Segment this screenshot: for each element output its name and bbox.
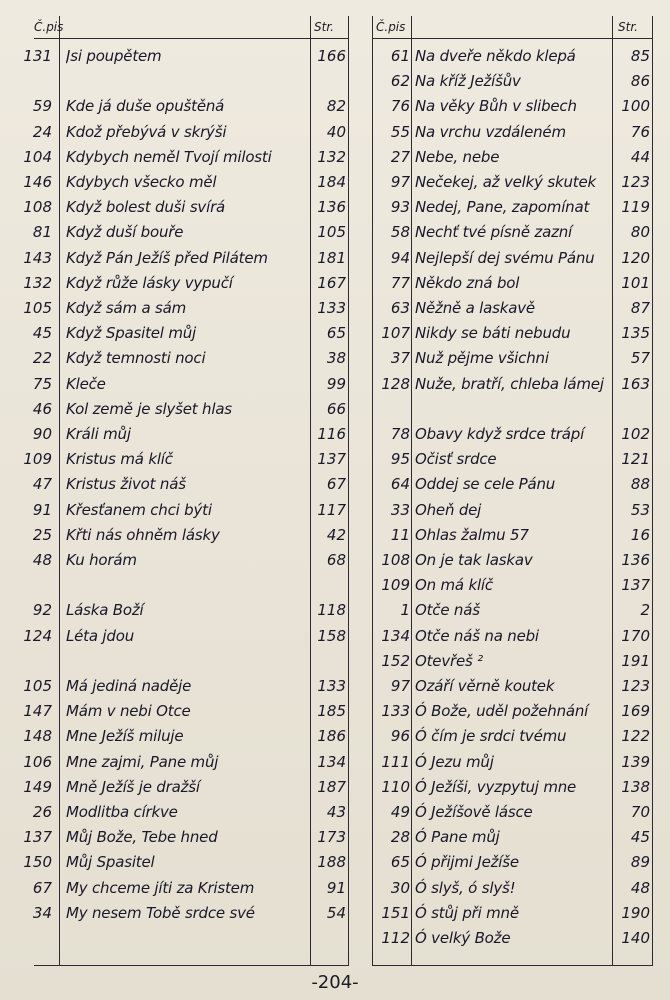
song-title: Když Spasitel můj <box>66 324 197 343</box>
song-title: Oddej se cele Pánu <box>415 475 556 494</box>
song-title: Ó slyš, ó slyš! <box>415 878 516 897</box>
page-ref: 105 <box>317 223 346 242</box>
page-ref: 2 <box>640 601 650 620</box>
song-number: 67 <box>32 878 52 897</box>
page-ref: 120 <box>621 248 650 267</box>
page-number: -204- <box>311 972 359 993</box>
song-number: 27 <box>390 147 410 166</box>
right-index-row <box>0 247 670 269</box>
song-title: Láska Boží <box>66 601 144 620</box>
right-header-rule <box>372 38 652 39</box>
song-number: 95 <box>390 450 410 469</box>
song-title: Otevřeš ² <box>415 651 483 670</box>
song-title: Ó přijmi Ježíše <box>415 853 519 872</box>
song-title: Když růže lásky vypučí <box>66 273 233 292</box>
song-number: 105 <box>23 299 52 317</box>
song-number: 108 <box>381 551 410 569</box>
page-ref: 100 <box>621 97 650 116</box>
song-title: Na vrchu vzdáleném <box>415 122 566 141</box>
song-number: 65 <box>390 853 410 872</box>
right-index-row <box>0 524 670 546</box>
song-number: 76 <box>390 97 410 116</box>
song-number: 96 <box>390 727 410 746</box>
song-number: 64 <box>390 475 410 494</box>
song-title: Králi můj <box>66 425 131 443</box>
song-number: 97 <box>390 677 410 695</box>
right-index-row <box>0 448 670 470</box>
page-ref: 40 <box>326 122 346 141</box>
song-title: Nečekej, až velký skutek <box>415 173 596 191</box>
song-title: Nechť tvé písně zazní <box>415 223 573 242</box>
page-ref: 117 <box>317 500 346 519</box>
page-ref: 43 <box>326 803 346 821</box>
song-number: 81 <box>32 223 52 242</box>
song-title: Nuž pějme všichni <box>415 349 549 368</box>
song-number: 131 <box>23 47 52 65</box>
right-index-row <box>0 851 670 873</box>
page-ref: 89 <box>630 853 650 872</box>
song-number: 90 <box>32 425 52 443</box>
song-number: 97 <box>390 173 410 191</box>
song-number: 134 <box>381 626 410 645</box>
page-ref: 80 <box>630 223 650 242</box>
song-number: 63 <box>390 299 410 317</box>
page-ref: 181 <box>317 248 346 267</box>
song-title: Ó Bože, uděl požehnání <box>415 702 589 721</box>
song-number: 108 <box>23 198 52 217</box>
song-title: Kristus má klíč <box>66 450 173 469</box>
page-ref: 139 <box>621 752 650 771</box>
song-title: Když temnosti noci <box>66 349 206 368</box>
song-title: Modlitba církve <box>66 803 178 821</box>
song-title: Léta jdou <box>66 626 134 645</box>
song-title: Ó Pane můj <box>415 828 500 847</box>
right-index-row <box>0 297 670 319</box>
page-ref: 87 <box>630 299 650 317</box>
page-ref: 186 <box>317 727 346 746</box>
song-number: 45 <box>32 324 52 343</box>
song-title: Jsi poupětem <box>66 47 162 65</box>
right-index-row <box>0 45 670 67</box>
song-title: Křesťanem chci býti <box>66 500 212 519</box>
song-number: 24 <box>32 122 52 141</box>
song-number: 25 <box>32 525 52 544</box>
song-number: 111 <box>381 752 410 771</box>
page-ref: 66 <box>326 399 346 418</box>
song-title: Nikdy se báti nebudu <box>415 324 571 343</box>
song-number: 55 <box>390 122 410 141</box>
page-ref: 82 <box>326 97 346 116</box>
song-title: My chceme jíti za Kristem <box>66 878 255 897</box>
page-ref: 136 <box>621 551 650 569</box>
song-title: Ó čím je srdci tvému <box>415 727 567 746</box>
song-number: 128 <box>381 374 410 393</box>
page-ref: 121 <box>621 450 650 469</box>
song-number: 107 <box>381 324 410 343</box>
page-ref: 158 <box>317 626 346 645</box>
right-index-row <box>0 171 670 193</box>
right-index-row <box>0 423 670 445</box>
song-title: Mne Ježíš miluje <box>66 727 184 746</box>
song-title: Když sám a sám <box>66 299 187 317</box>
song-number: 104 <box>23 147 52 166</box>
song-title: Můj Spasitel <box>66 853 155 872</box>
song-title: Ó Ježíši, vyzpytuj mne <box>415 777 577 796</box>
right-index-row <box>0 877 670 899</box>
song-number: 110 <box>381 777 410 796</box>
song-number: 132 <box>23 273 52 292</box>
song-title: Mně Ježíš je dražší <box>66 777 200 796</box>
right-index-row <box>0 801 670 823</box>
song-title: Když bolest duši svírá <box>66 198 226 217</box>
page-ref: 38 <box>326 349 346 368</box>
left-header-rule <box>34 38 348 39</box>
page-ref: 85 <box>630 47 650 65</box>
right-index-row <box>0 121 670 143</box>
song-title: Na věky Bůh v slibech <box>415 97 577 116</box>
song-number: 93 <box>390 198 410 217</box>
right-header-num: Č.pis <box>376 20 406 34</box>
song-number: 61 <box>390 47 410 65</box>
page-ref: 53 <box>630 500 650 519</box>
song-title: Kdybych neměl Tvojí milosti <box>66 147 272 166</box>
right-index-row <box>0 221 670 243</box>
left-bottom-rule <box>34 965 348 966</box>
right-index-row <box>0 725 670 747</box>
right-index-row <box>0 373 670 395</box>
page-ref: 137 <box>621 576 650 595</box>
song-title: Ó Jezu můj <box>415 752 494 771</box>
right-index-row <box>0 902 670 924</box>
song-title: Nuže, bratří, chleba lámej <box>415 374 604 393</box>
right-index-row <box>0 347 670 369</box>
page-ref: 102 <box>621 425 650 443</box>
right-index-row <box>0 927 670 949</box>
right-index-row <box>0 625 670 647</box>
page-ref: 132 <box>317 147 346 166</box>
song-number: 30 <box>390 878 410 897</box>
song-number: 46 <box>32 399 52 418</box>
song-title: Křti nás ohněm lásky <box>66 525 220 544</box>
song-number: 148 <box>23 727 52 746</box>
page-ref: 167 <box>317 273 346 292</box>
page-ref: 190 <box>621 903 650 922</box>
song-number: 147 <box>23 702 52 721</box>
page-ref: 116 <box>317 425 346 443</box>
page-ref: 57 <box>630 349 650 368</box>
song-title: Kristus život náš <box>66 475 186 494</box>
page-ref: 91 <box>326 878 346 897</box>
right-index-row <box>0 650 670 672</box>
page-ref: 99 <box>326 374 346 393</box>
song-number: 75 <box>32 374 52 393</box>
page-ref: 88 <box>630 475 650 494</box>
song-title: Nedej, Pane, zapomínat <box>415 198 590 217</box>
song-title: Ó velký Bože <box>415 929 511 947</box>
page-ref: 134 <box>317 752 346 771</box>
song-title: Když duší bouře <box>66 223 184 242</box>
right-index-row <box>0 473 670 495</box>
song-number: 109 <box>23 450 52 469</box>
right-index-row <box>0 751 670 773</box>
song-number: 91 <box>32 500 52 519</box>
song-number: 77 <box>390 273 410 292</box>
page-ref: 133 <box>317 299 346 317</box>
page-ref: 68 <box>326 551 346 569</box>
song-title: Obavy když srdce trápí <box>415 425 585 443</box>
song-title: Mne zajmi, Pane můj <box>66 752 219 771</box>
song-number: 33 <box>390 500 410 519</box>
page-ref: 133 <box>317 677 346 695</box>
song-title: Nebe, nebe <box>415 147 500 166</box>
page-ref: 122 <box>621 727 650 746</box>
right-index-row <box>0 272 670 294</box>
right-index-row <box>0 700 670 722</box>
right-index-row <box>0 322 670 344</box>
song-title: Ku horám <box>66 551 137 569</box>
right-index-row <box>0 70 670 92</box>
page-ref: 70 <box>630 803 650 821</box>
song-title: Když Pán Ježíš před Pilátem <box>66 248 268 267</box>
page-ref: 67 <box>326 475 346 494</box>
left-header-num: Č.pis <box>34 20 64 34</box>
song-title: Kdož přebývá v skrýši <box>66 122 227 141</box>
right-index-row <box>0 574 670 596</box>
right-index-row <box>0 499 670 521</box>
page-ref: 123 <box>621 677 650 695</box>
page-ref: 42 <box>326 525 346 544</box>
song-number: 146 <box>23 173 52 191</box>
song-number: 105 <box>23 677 52 695</box>
song-number: 94 <box>390 248 410 267</box>
song-number: 137 <box>23 828 52 847</box>
song-title: Ozáří věrně koutek <box>415 677 555 695</box>
song-number: 47 <box>32 475 52 494</box>
song-number: 1 <box>400 601 410 620</box>
song-number: 49 <box>390 803 410 821</box>
song-number: 58 <box>390 223 410 242</box>
song-title: On je tak laskav <box>415 551 533 569</box>
right-index-row <box>0 675 670 697</box>
song-title: Otče náš <box>415 601 480 620</box>
song-title: Ó stůj při mně <box>415 903 519 922</box>
song-number: 34 <box>32 903 52 922</box>
song-title: Ó Ježíšově lásce <box>415 803 533 821</box>
page-ref: 45 <box>630 828 650 847</box>
page-ref: 170 <box>621 626 650 645</box>
page-ref: 118 <box>317 601 346 620</box>
song-number: 78 <box>390 425 410 443</box>
song-number: 48 <box>32 551 52 569</box>
page-ref: 140 <box>621 929 650 947</box>
song-number: 92 <box>32 601 52 620</box>
left-header-page: Str. <box>314 20 334 34</box>
page-ref: 173 <box>317 828 346 847</box>
left-index-row <box>0 398 670 420</box>
page-ref: 101 <box>621 273 650 292</box>
right-index-row <box>0 776 670 798</box>
song-number: 112 <box>381 929 410 947</box>
page-ref: 184 <box>317 173 346 191</box>
song-number: 22 <box>32 349 52 368</box>
song-number: 151 <box>381 903 410 922</box>
page-ref: 48 <box>630 878 650 897</box>
song-number: 106 <box>23 752 52 771</box>
page-ref: 86 <box>630 72 650 91</box>
song-number: 152 <box>381 651 410 670</box>
song-number: 149 <box>23 777 52 796</box>
right-index-row <box>0 549 670 571</box>
right-index-row <box>0 196 670 218</box>
page-ref: 169 <box>621 702 650 721</box>
right-bottom-rule <box>372 965 652 966</box>
page-ref: 135 <box>621 324 650 343</box>
song-title: Kdybych všecko měl <box>66 173 217 191</box>
song-title: Má jediná naděje <box>66 677 192 695</box>
page-ref: 138 <box>621 777 650 796</box>
song-number: 59 <box>32 97 52 116</box>
page-ref: 76 <box>630 122 650 141</box>
page-ref: 16 <box>630 525 650 544</box>
song-number: 143 <box>23 248 52 267</box>
song-title: Mám v nebi Otce <box>66 702 191 721</box>
page-ref: 166 <box>317 47 346 65</box>
song-title: Oheň dej <box>415 500 482 519</box>
song-title: Ohlas žalmu 57 <box>415 525 529 544</box>
page-ref: 65 <box>326 324 346 343</box>
page-ref: 137 <box>317 450 346 469</box>
page-ref: 54 <box>326 903 346 922</box>
song-title: Můj Bože, Tebe hned <box>66 828 218 847</box>
song-number: 11 <box>390 525 410 544</box>
right-index-row <box>0 826 670 848</box>
page-ref: 44 <box>630 147 650 166</box>
song-title: Kol země je slyšet hlas <box>66 399 232 418</box>
song-title: Na kříž Ježíšův <box>415 72 521 91</box>
page-ref: 185 <box>317 702 346 721</box>
song-title: Kde já duše opuštěná <box>66 97 225 116</box>
right-header-page: Str. <box>618 20 638 34</box>
song-title: On má klíč <box>415 576 493 595</box>
song-title: My nesem Tobě srdce své <box>66 903 255 922</box>
song-title: Nejlepší dej svému Pánu <box>415 248 595 267</box>
page-ref: 191 <box>621 651 650 670</box>
song-number: 37 <box>390 349 410 368</box>
song-number: 26 <box>32 803 52 821</box>
song-title: Očisť srdce <box>415 450 497 469</box>
song-title: Na dveře někdo klepá <box>415 47 576 65</box>
song-number: 62 <box>390 72 410 91</box>
song-number: 150 <box>23 853 52 872</box>
right-index-row <box>0 146 670 168</box>
page-ref: 123 <box>621 173 650 191</box>
song-title: Něžně a laskavě <box>415 299 535 317</box>
page-ref: 188 <box>317 853 346 872</box>
right-index-row <box>0 95 670 117</box>
page-ref: 187 <box>317 777 346 796</box>
right-index-row <box>0 599 670 621</box>
page-ref: 163 <box>621 374 650 393</box>
song-title: Klečе <box>66 374 106 393</box>
song-number: 28 <box>390 828 410 847</box>
song-number: 109 <box>381 576 410 595</box>
song-number: 133 <box>381 702 410 721</box>
song-title: Otče náš na nebi <box>415 626 539 645</box>
page-ref: 119 <box>621 198 650 217</box>
page-ref: 136 <box>317 198 346 217</box>
song-title: Někdo zná bol <box>415 273 520 292</box>
song-number: 124 <box>23 626 52 645</box>
